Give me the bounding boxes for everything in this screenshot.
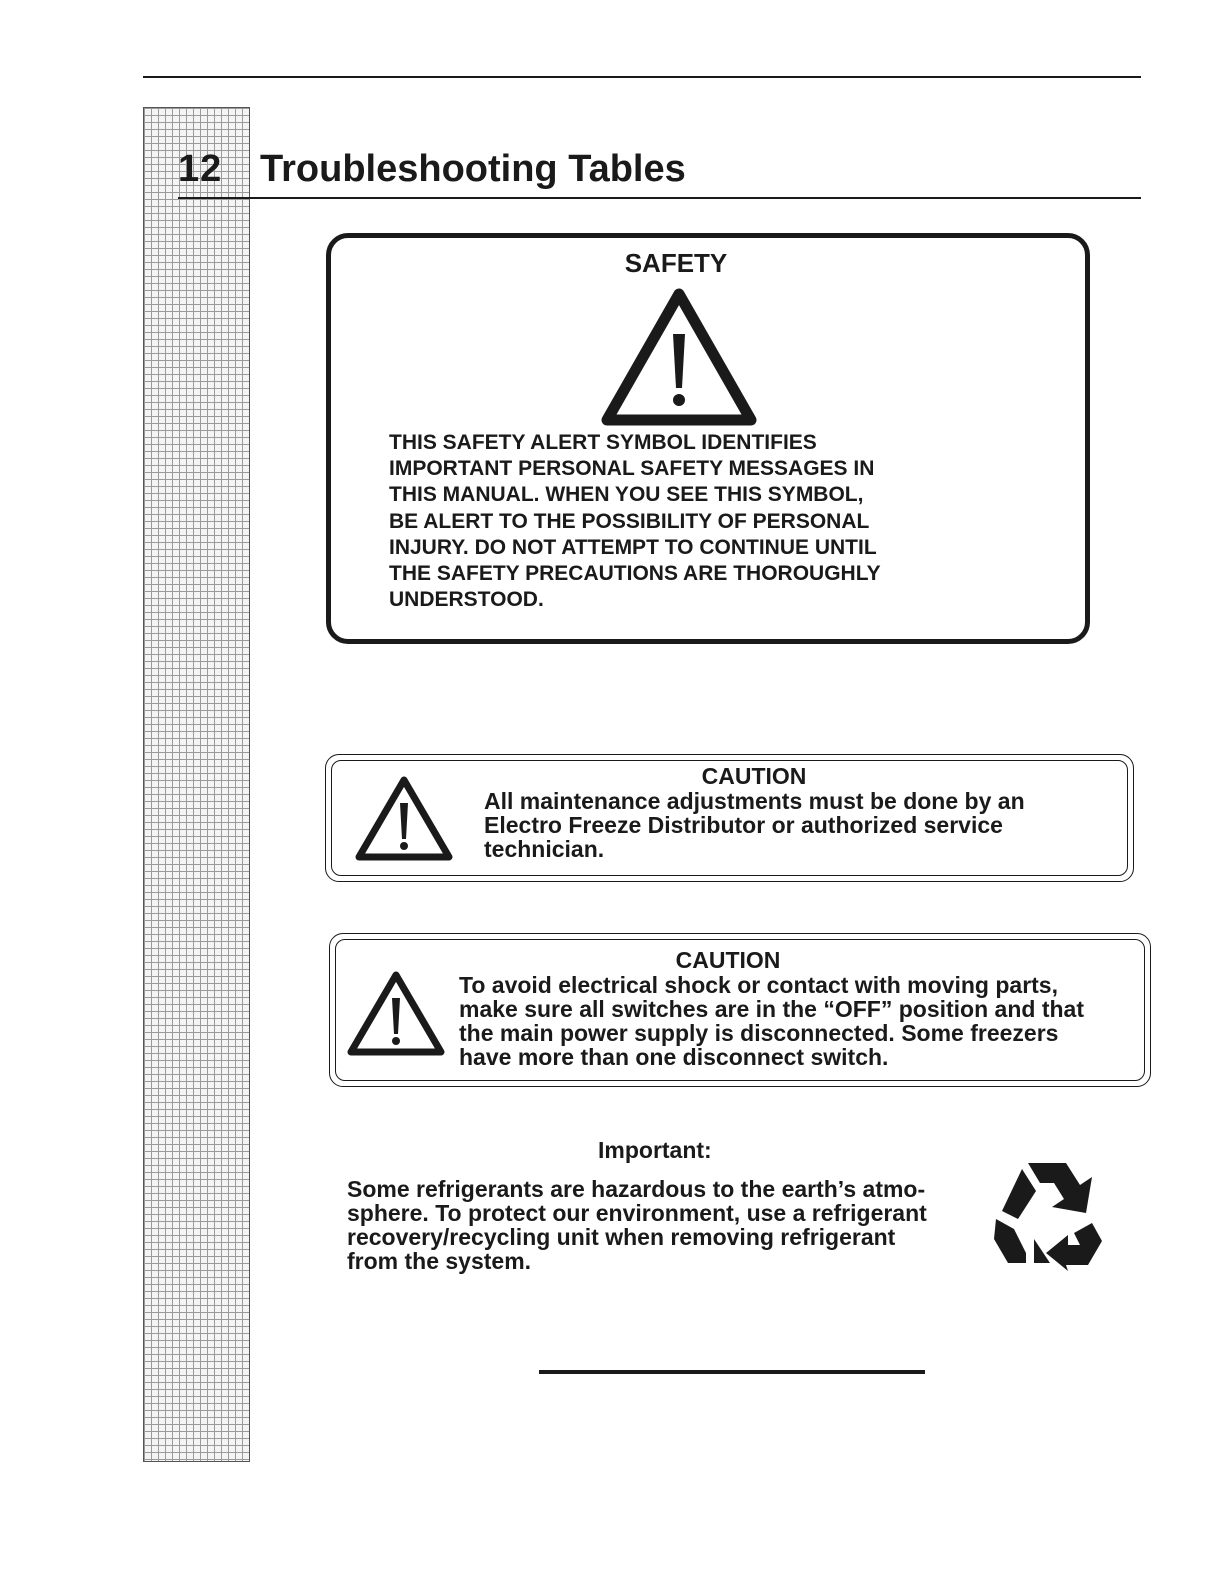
caution-title: CAUTION <box>675 947 781 973</box>
important-text: Some refrigerants are hazardous to the earth’s atmo- sphere. To protect our environment, use a refrigerant recovery/recycling unit when removing refrigerant from the system. <box>347 1176 927 1274</box>
recycle-icon <box>988 1157 1106 1273</box>
important-label: Important: <box>598 1137 712 1163</box>
title-rule <box>178 197 1141 199</box>
caution-text: To avoid electrical shock or contact with moving parts, make sure all switches are in the “OFF” position and that the main power supply is disconnected. Some freezers have more than one disconnect switch. <box>459 972 1084 1070</box>
caution-box-electrical <box>329 933 1151 1087</box>
safety-heading: SAFETY <box>624 248 728 278</box>
safety-message: THIS SAFETY ALERT SYMBOL IDENTIFIES IMPORTANT PERSONAL SAFETY MESSAGES IN THIS MANUAL. WHEN YOU SEE THIS SYMBOL, BE ALERT TO THE POSSIBILITY OF PERSONAL INJURY. DO NOT ATTEMPT TO CONTINUE UNTIL THE SAFETY PRECAUTIONS ARE THOROUGHLY UNDERSTOOD. <box>389 431 881 612</box>
page-title: Troubleshooting Tables <box>260 148 686 190</box>
chapter-number: 12 <box>178 148 223 190</box>
bottom-rule <box>539 1370 925 1374</box>
top-rule <box>143 76 1141 78</box>
caution-title: CAUTION <box>701 763 807 789</box>
caution-box-maintenance <box>325 754 1134 882</box>
warning-triangle-icon <box>346 970 446 1058</box>
warning-triangle-icon <box>354 775 454 863</box>
grid-margin-strip <box>143 107 250 1462</box>
caution-text: All maintenance adjustments must be done by an Electro Freeze Distributor or authorized service technician. <box>484 788 1025 862</box>
warning-triangle-icon <box>601 288 757 428</box>
